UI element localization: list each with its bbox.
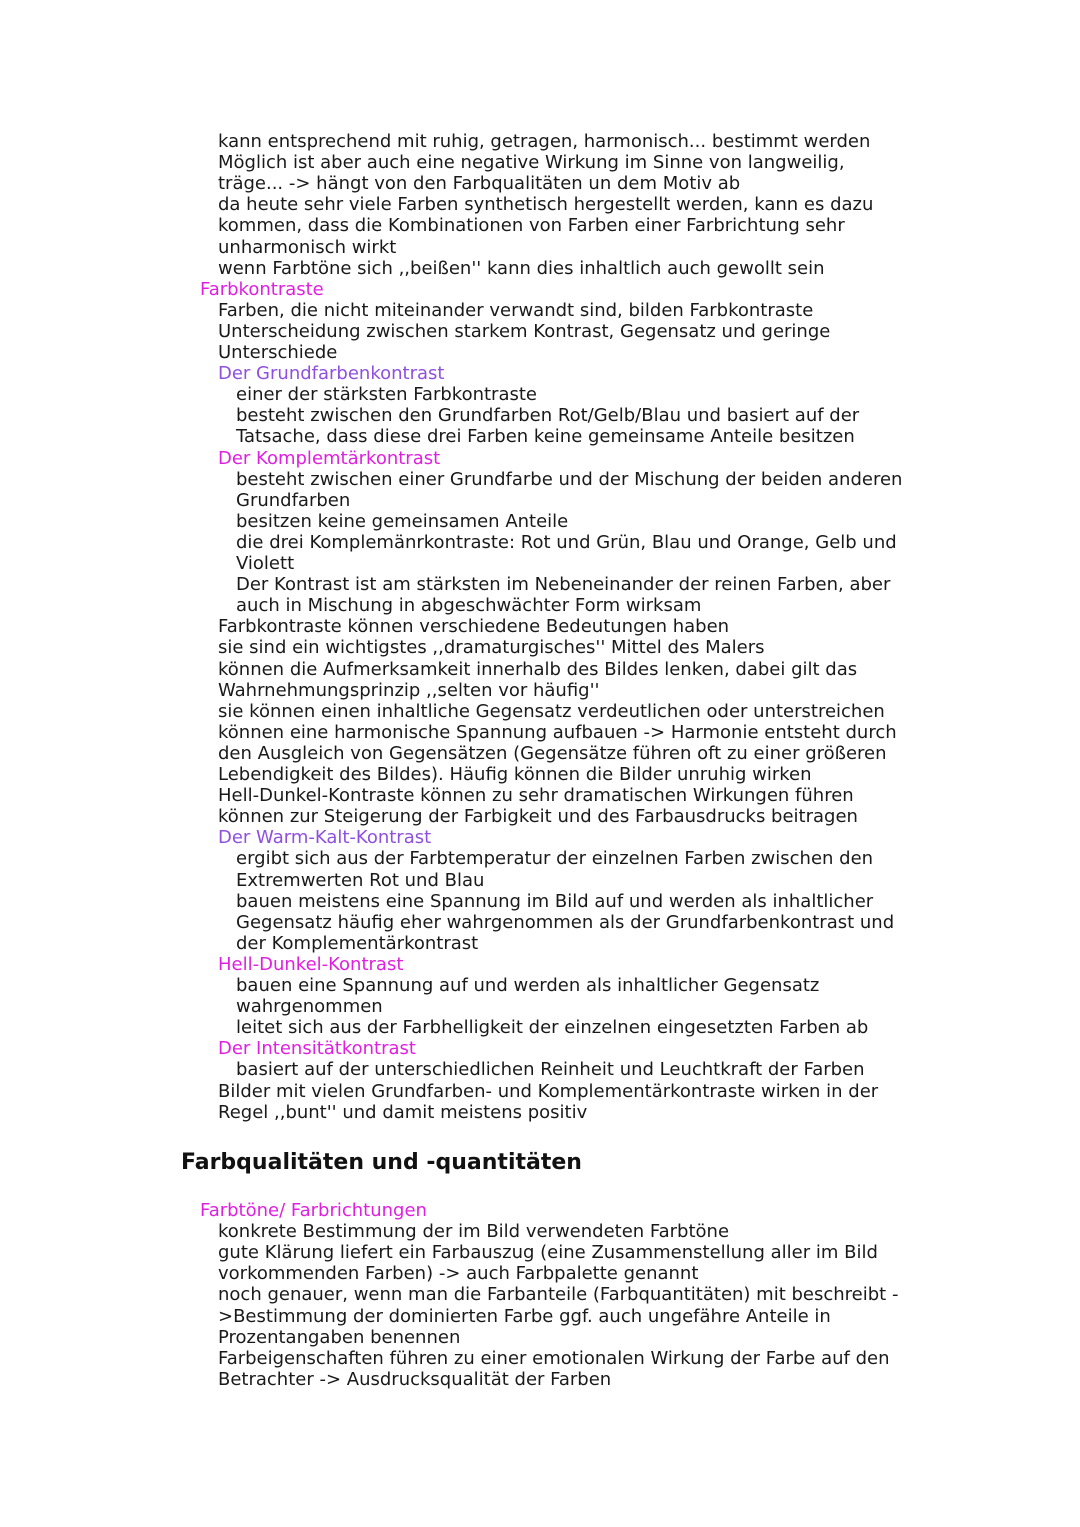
text-line: können eine harmonische Spannung aufbauen -> Harmonie entsteht durch <box>218 721 897 743</box>
text-line: Bilder mit vielen Grundfarben- und Komplementärkontraste wirken in der <box>218 1080 879 1102</box>
text-line: können die Aufmerksamkeit innerhalb des Bildes lenken, dabei gilt das <box>218 658 858 680</box>
text-line: Farbkontraste können verschiedene Bedeutungen haben <box>218 616 730 638</box>
text-line: leitet sich aus der Farbhelligkeit der einzelnen eingesetzten Farben ab <box>236 1017 869 1039</box>
text-line: da heute sehr viele Farben synthetisch hergestellt werden, kann es dazu <box>218 194 874 216</box>
text-line: wahrgenommen <box>236 996 383 1018</box>
text-line: bauen meistens eine Spannung im Bild auf und werden als inhaltlicher <box>236 890 874 912</box>
subheading-line: Der Warm-Kalt-Kontrast <box>218 827 432 849</box>
text-line: auch in Mischung in abgeschwächter Form wirksam <box>236 595 702 617</box>
subheading-line: Der Komplemtärkontrast <box>218 447 441 469</box>
text-line: träge... -> hängt von den Farbqualitäten un dem Motiv ab <box>218 173 741 195</box>
text-line: vorkommenden Farben) -> auch Farbpalette genannt <box>218 1263 699 1285</box>
text-line: bauen eine Spannung auf und werden als inhaltlicher Gegensatz <box>236 975 820 996</box>
text-line: Der Kontrast ist am stärksten im Nebeneinander der reinen Farben, aber <box>236 574 891 596</box>
text-line: basiert auf der unterschiedlichen Reinheit und Leuchtkraft der Farben <box>236 1059 865 1081</box>
text-line: der Komplementärkontrast <box>236 932 479 954</box>
subheading-line: Hell-Dunkel-Kontrast <box>218 953 404 975</box>
text-line: noch genauer, wenn man die Farbanteile (Farbquantitäten) mit beschreibt - <box>218 1284 899 1306</box>
text-line: Extremwerten Rot und Blau <box>236 869 485 891</box>
text-line: Möglich ist aber auch eine negative Wirkung im Sinne von langweilig, <box>218 152 845 174</box>
text-line: Betrachter -> Ausdrucksqualität der Farben <box>218 1368 612 1390</box>
text-line: besteht zwischen den Grundfarben Rot/Gelb/Blau und basiert auf der <box>236 405 860 427</box>
text-line: Prozentangaben benennen <box>218 1326 461 1348</box>
text-line: >Bestimmung der dominierten Farbe ggf. auch ungefähre Anteile in <box>218 1305 831 1327</box>
text-line: sie sind ein wichtigstes ,,dramaturgisches'' Mittel des Malers <box>218 637 765 659</box>
text-line: Farben, die nicht miteinander verwandt sind, bilden Farbkontraste <box>218 299 814 321</box>
text-line: Wahrnehmungsprinzip ,,selten vor häufig'' <box>218 679 600 701</box>
text-line: Violett <box>236 553 295 574</box>
text-line: konkrete Bestimmung der im Bild verwendeten Farbtöne <box>218 1221 730 1243</box>
text-line: einer der stärksten Farbkontraste <box>236 384 537 406</box>
subheading-line: Der Grundfarbenkontrast <box>218 363 445 385</box>
text-line: Farbeigenschaften führen zu einer emotionalen Wirkung der Farbe auf den <box>218 1347 890 1369</box>
text-line: den Ausgleich von Gegensätzen (Gegensätze führen oft zu einer größeren <box>218 742 887 764</box>
text-line: besteht zwischen einer Grundfarbe und der Mischung der beiden anderen <box>236 468 903 490</box>
text-line: Lebendigkeit des Bildes). Häufig können die Bilder unruhig wirken <box>218 764 812 785</box>
text-line: gute Klärung liefert ein Farbauszug (eine Zusammenstellung aller im Bild <box>218 1242 878 1264</box>
text-line: können zur Steigerung der Farbigkeit und des Farbausdrucks beitragen <box>218 806 858 828</box>
text-line: ergibt sich aus der Farbtemperatur der einzelnen Farben zwischen den <box>236 848 874 870</box>
text-line: Regel ,,bunt'' und damit meistens positiv <box>218 1101 588 1123</box>
text-line: wenn Farbtöne sich ,,beißen'' kann dies inhaltlich auch gewollt sein <box>218 257 825 279</box>
text-line: Hell-Dunkel-Kontraste können zu sehr dramatischen Wirkungen führen <box>218 785 854 807</box>
text-line: besitzen keine gemeinsamen Anteile <box>236 510 569 532</box>
text-line: Gegensatz häufig eher wahrgenommen als der Grundfarbenkontrast und <box>236 911 895 933</box>
subheading-line: Farbtöne/ Farbrichtungen <box>200 1200 427 1221</box>
text-line: Grundfarben <box>236 489 351 511</box>
text-line: kommen, dass die Kombinationen von Farben einer Farbrichtung sehr <box>218 215 845 237</box>
text-line: die drei Komplemänrkontraste: Rot und Grün, Blau und Orange, Gelb und <box>236 531 897 553</box>
text-line: Unterschiede <box>218 342 338 363</box>
subheading-line: Farbkontraste <box>200 278 324 300</box>
text-line: sie können einen inhaltliche Gegensatz verdeutlichen oder unterstreichen <box>218 700 885 722</box>
text-line: kann entsprechend mit ruhig, getragen, harmonisch... bestimmt werden <box>218 131 871 152</box>
text-line: Unterscheidung zwischen starkem Kontrast, Gegensatz und geringe <box>218 320 831 342</box>
text-line: unharmonisch wirkt <box>218 236 397 258</box>
section-heading: Farbqualitäten und -quantitäten <box>181 1150 582 1175</box>
text-line: Tatsache, dass diese drei Farben keine gemeinsame Anteile besitzen <box>236 426 855 448</box>
subheading-line: Der Intensitätkontrast <box>218 1038 416 1060</box>
